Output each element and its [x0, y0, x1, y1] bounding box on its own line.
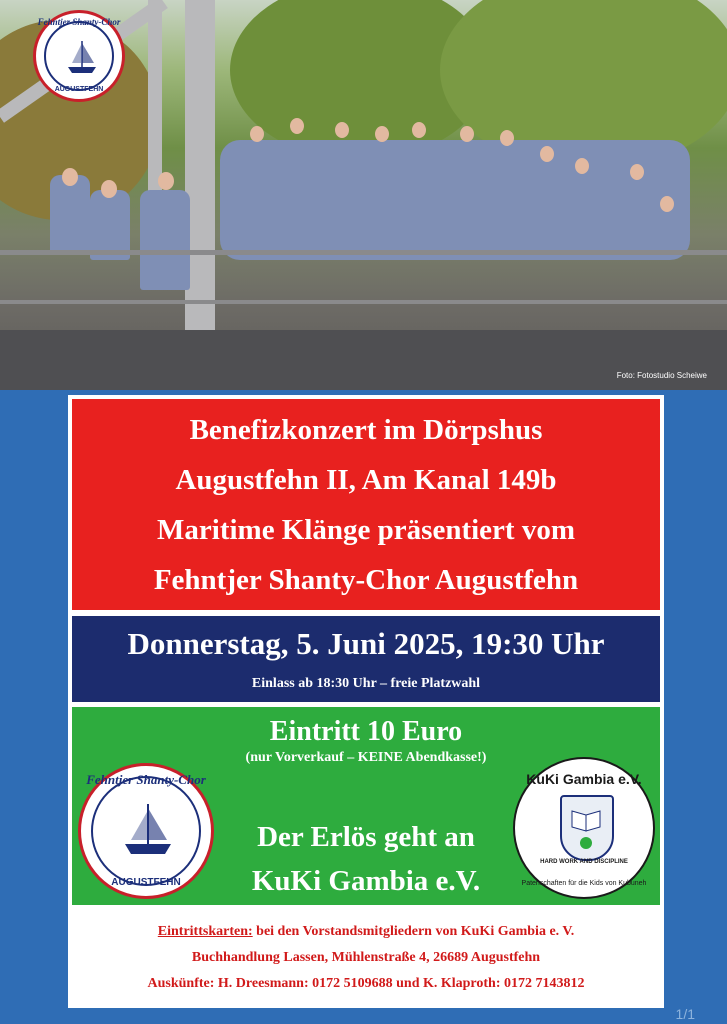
choir-photo	[0, 0, 727, 390]
sailing-ship-icon	[121, 800, 175, 860]
head	[290, 118, 304, 134]
logo-top-text: Fehntjer Shanty-Chor	[37, 17, 121, 27]
head	[540, 146, 554, 162]
contact-info: Auskünfte: H. Dreesmann: 0172 5109688 und K. Klaproth: 0172 7143812	[147, 976, 585, 991]
head	[375, 126, 389, 142]
choir-group	[220, 140, 690, 260]
choir-logo	[78, 763, 214, 899]
head	[630, 164, 644, 180]
headline-line4: Fehntjer Shanty-Chor Augustfehn	[153, 564, 579, 596]
head	[158, 172, 174, 190]
kuki-motto: HARD WORK AND DISCIPLINE	[540, 859, 628, 865]
headline-line3: Maritime Klänge präsentiert vom	[157, 514, 575, 546]
choir-logo	[33, 10, 125, 102]
headline-line2: Augustfehn II, Am Kanal 149b	[175, 464, 557, 496]
head	[62, 168, 78, 186]
book-icon	[562, 797, 612, 857]
headline-line1: Benefizkonzert im Dörpshus	[189, 414, 543, 446]
head	[101, 180, 117, 198]
head	[250, 126, 264, 142]
head	[575, 158, 589, 174]
admission-info: Einlass ab 18:30 Uhr – freie Platzwahl	[251, 676, 481, 691]
bridge-railing	[0, 300, 727, 304]
bridge-railing	[0, 250, 727, 255]
tickets-text: bei den Vorstandsmitgliedern von KuKi Gambia e. V.	[252, 924, 575, 939]
bookshop-address: Buchhandlung Lassen, Mühlenstraße 4, 26689 Augustfehn	[191, 950, 541, 965]
kuki-gambia-logo	[513, 757, 655, 899]
photo-credit: Foto: Fotostudio Scheiwe	[616, 371, 707, 380]
date-box	[72, 616, 660, 702]
presale-note: (nur Vorverkauf – KEINE Abendkasse!)	[245, 750, 487, 765]
logo-bottom-text: AUGUSTFEHN	[54, 86, 104, 93]
logo-top-text: Fehntjer Shanty-Chor	[86, 772, 206, 787]
head	[500, 130, 514, 146]
proceeds-line1: Der Erlös geht an	[257, 821, 475, 853]
ticket-box	[72, 707, 660, 905]
choir-member	[140, 190, 190, 290]
head	[660, 196, 674, 212]
ticket-price: Eintritt 10 Euro	[269, 716, 463, 747]
tickets-label: Eintrittskarten:	[157, 924, 253, 939]
event-date: Donnerstag, 5. Juni 2025, 19:30 Uhr	[127, 626, 605, 661]
choir-member	[50, 175, 90, 255]
kuki-logo-title: KuKi Gambia e.V.	[526, 771, 642, 787]
page-indicator: 1/1	[675, 1006, 695, 1022]
head	[412, 122, 426, 138]
info-box	[72, 911, 660, 1004]
logo-bottom-text: AUGUSTFEHN	[111, 877, 181, 888]
head	[460, 126, 474, 142]
kuki-logo-subtitle: Patenschaften für die Kids von Kubuneh	[521, 880, 647, 887]
sailing-ship-icon	[64, 37, 100, 77]
proceeds-line2: KuKi Gambia e.V.	[251, 865, 481, 897]
tickets-line	[72, 919, 660, 945]
headline-box	[72, 399, 660, 610]
head	[335, 122, 349, 138]
shield-icon	[560, 795, 614, 861]
bridge-deck	[0, 330, 727, 390]
